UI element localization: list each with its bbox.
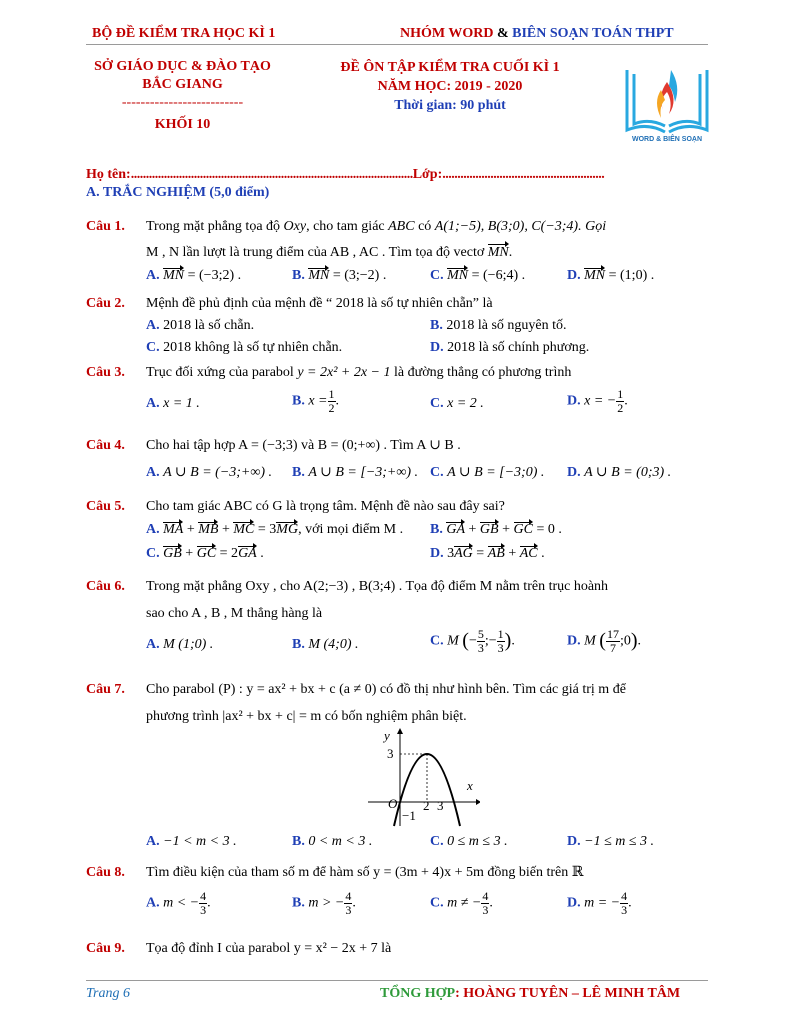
question-3-option-c[interactable]: C. x = 2 .	[430, 396, 484, 411]
question-5-option-c[interactable]: C. GB + GC = 2GA .	[146, 546, 264, 561]
question-4-label: Câu 4.	[86, 438, 125, 453]
question-9-label: Câu 9.	[86, 941, 125, 956]
question-6-label: Câu 6.	[86, 579, 125, 594]
question-8-option-c[interactable]: C. m ≠ − $\frac{4}{3}$ .	[430, 889, 493, 917]
question-7-option-c[interactable]: C. 0 ≤ m ≤ 3 .	[430, 834, 508, 849]
question-6-line-2: sao cho A , B , M thẳng hàng là	[146, 606, 323, 621]
question-4-option-b[interactable]: B. A ∪ B = [−3;+∞) .	[292, 465, 419, 480]
question-5-option-d[interactable]: D. 3AG = AB + AC .	[430, 546, 545, 561]
question-8-option-a[interactable]: A. m < − $\frac{4}{3}$ .	[146, 889, 211, 917]
question-1-option-d[interactable]: D. MN = (1;0) .	[567, 268, 655, 283]
graph-origin: O	[388, 796, 398, 811]
question-3-option-b[interactable]: B. x = $\frac{1}{2}$ .	[292, 387, 340, 415]
question-3-text: Trục đối xứng của parabol y = 2x² + 2x − 1 là đường thẳng có phương trình	[146, 365, 572, 380]
question-3-option-a[interactable]: A. x = 1 .	[146, 396, 200, 411]
question-6-option-a[interactable]: A. M (1;0) .	[146, 637, 214, 652]
graph-tick-x3: 3	[437, 798, 444, 813]
question-5-option-a[interactable]: A. MA + MB + MC = 3MG, với mọi điểm M .	[146, 522, 404, 537]
question-5-label: Câu 5.	[86, 499, 125, 514]
question-6-option-b[interactable]: B. M (4;0) .	[292, 637, 359, 652]
graph-y-label: y	[384, 728, 390, 743]
question-1-line-2: M , N lần lượt là trung điểm của AB , AC . Tìm tọa độ vectơ MN.	[146, 245, 513, 260]
question-1-line-1: Trong mặt phẳng tọa độ Oxy, cho tam giác ABC có A(1;−5), B(3;0), C(−3;4). Gọi	[146, 219, 607, 234]
student-info-line: Họ tên:..............................................................................................Lớp:......................................................	[86, 167, 605, 182]
footer-rule	[86, 980, 708, 981]
graph-tick-neg1: −1	[402, 808, 416, 823]
question-4-text: Cho hai tập hợp A = (−3;3) và B = (0;+∞) . Tìm A ∪ B .	[146, 438, 461, 453]
question-2-option-b[interactable]: B. 2018 là số nguyên tố.	[430, 318, 567, 333]
question-7-label: Câu 7.	[86, 682, 125, 697]
question-3-label: Câu 3.	[86, 365, 125, 380]
question-7-option-b[interactable]: B. 0 < m < 3 .	[292, 834, 373, 849]
question-8-label: Câu 8.	[86, 865, 125, 880]
header-left: BỘ ĐỀ KIỂM TRA HỌC KÌ 1	[92, 26, 276, 41]
graph-tick-3: 3	[387, 746, 394, 761]
question-1-option-b[interactable]: B. MN = (3;−2) .	[292, 268, 387, 283]
question-4-option-c[interactable]: C. A ∪ B = [−3;0) .	[430, 465, 545, 480]
question-1-label: Câu 1.	[86, 219, 125, 234]
footer-compiler: TỔNG HỢP: HOÀNG TUYÊN – LÊ MINH TÂM	[380, 986, 681, 1001]
header-right: NHÓM WORD & BIÊN SOẠN TOÁN THPT	[400, 26, 674, 41]
parabola-graph-svg	[360, 728, 480, 828]
question-6-option-c[interactable]: C. M (− $\frac{5}{3}$ ;− $\frac{1}{3}$ ).	[430, 627, 515, 655]
question-2-label: Câu 2.	[86, 296, 125, 311]
question-2-text: Mệnh đề phủ định của mệnh đề “ 2018 là số tự nhiên chẵn” là	[146, 296, 493, 311]
question-2-option-a[interactable]: A. 2018 là số chẵn.	[146, 318, 255, 333]
graph-x-label: x	[467, 778, 473, 793]
question-8-text: Tìm điều kiện của tham số m để hàm số y = (3m + 4)x + 5m đồng biến trên ℝ	[146, 865, 584, 880]
question-7-line-2: phương trình |ax² + bx + c| = m có bốn nghiệm phân biệt.	[146, 709, 467, 724]
question-1-option-a[interactable]: A. MN = (−3;2) .	[146, 268, 242, 283]
section-title: A. TRẮC NGHIỆM (5,0 điểm)	[86, 185, 270, 200]
question-4-option-a[interactable]: A. A ∪ B = (−3;+∞) .	[146, 465, 273, 480]
page-number: Trang 6	[86, 986, 130, 1001]
question-7-line-1: Cho parabol (P) : y = ax² + bx + c (a ≠ 0) có đồ thị như hình bên. Tìm các giá trị m để	[146, 682, 626, 697]
question-2-option-d[interactable]: D. 2018 là số chính phương.	[430, 340, 590, 355]
parabola-graph	[360, 728, 480, 828]
question-1-option-c[interactable]: C. MN = (−6;4) .	[430, 268, 526, 283]
question-9-text: Tọa độ đỉnh I của parabol y = x² − 2x + 7 là	[146, 941, 392, 956]
question-8-option-d[interactable]: D. m = − $\frac{4}{3}$ .	[567, 889, 632, 917]
question-7-option-a[interactable]: A. −1 < m < 3 .	[146, 834, 237, 849]
question-6-line-1: Trong mặt phẳng Oxy , cho A(2;−3) , B(3;4) . Tọa độ điểm M nằm trên trục hoành	[146, 579, 609, 594]
header-rule	[86, 44, 708, 45]
graph-tick-x2: 2	[423, 798, 430, 813]
question-5-text: Cho tam giác ABC có G là trọng tâm. Mệnh đề nào sau đây sai?	[146, 499, 505, 514]
question-3-option-d[interactable]: D. x = − $\frac{1}{2}$ .	[567, 387, 628, 415]
school-block: SỞ GIÁO DỤC & ĐÀO TẠO BẮC GIANG -------------------------- KHỐI 10	[94, 59, 271, 132]
logo-text: WORD & BIÊN SOẠN	[632, 136, 702, 143]
question-8-option-b[interactable]: B. m > − $\frac{4}{3}$ .	[292, 889, 356, 917]
question-6-option-d[interactable]: D. M ( $\frac{17}{7}$ ;0).	[567, 627, 642, 655]
question-4-option-d[interactable]: D. A ∪ B = (0;3) .	[567, 465, 672, 480]
book-flame-logo	[619, 60, 715, 152]
question-7-option-d[interactable]: D. −1 ≤ m ≤ 3 .	[567, 834, 655, 849]
question-5-option-b[interactable]: B. GA + GB + GC = 0 .	[430, 522, 562, 537]
question-2-option-c[interactable]: C. 2018 không là số tự nhiên chẵn.	[146, 340, 343, 355]
exam-title-block: ĐỀ ÔN TẬP KIỂM TRA CUỐI KÌ 1 NĂM HỌC: 2019 - 2020 Thời gian: 90 phút	[340, 60, 560, 113]
